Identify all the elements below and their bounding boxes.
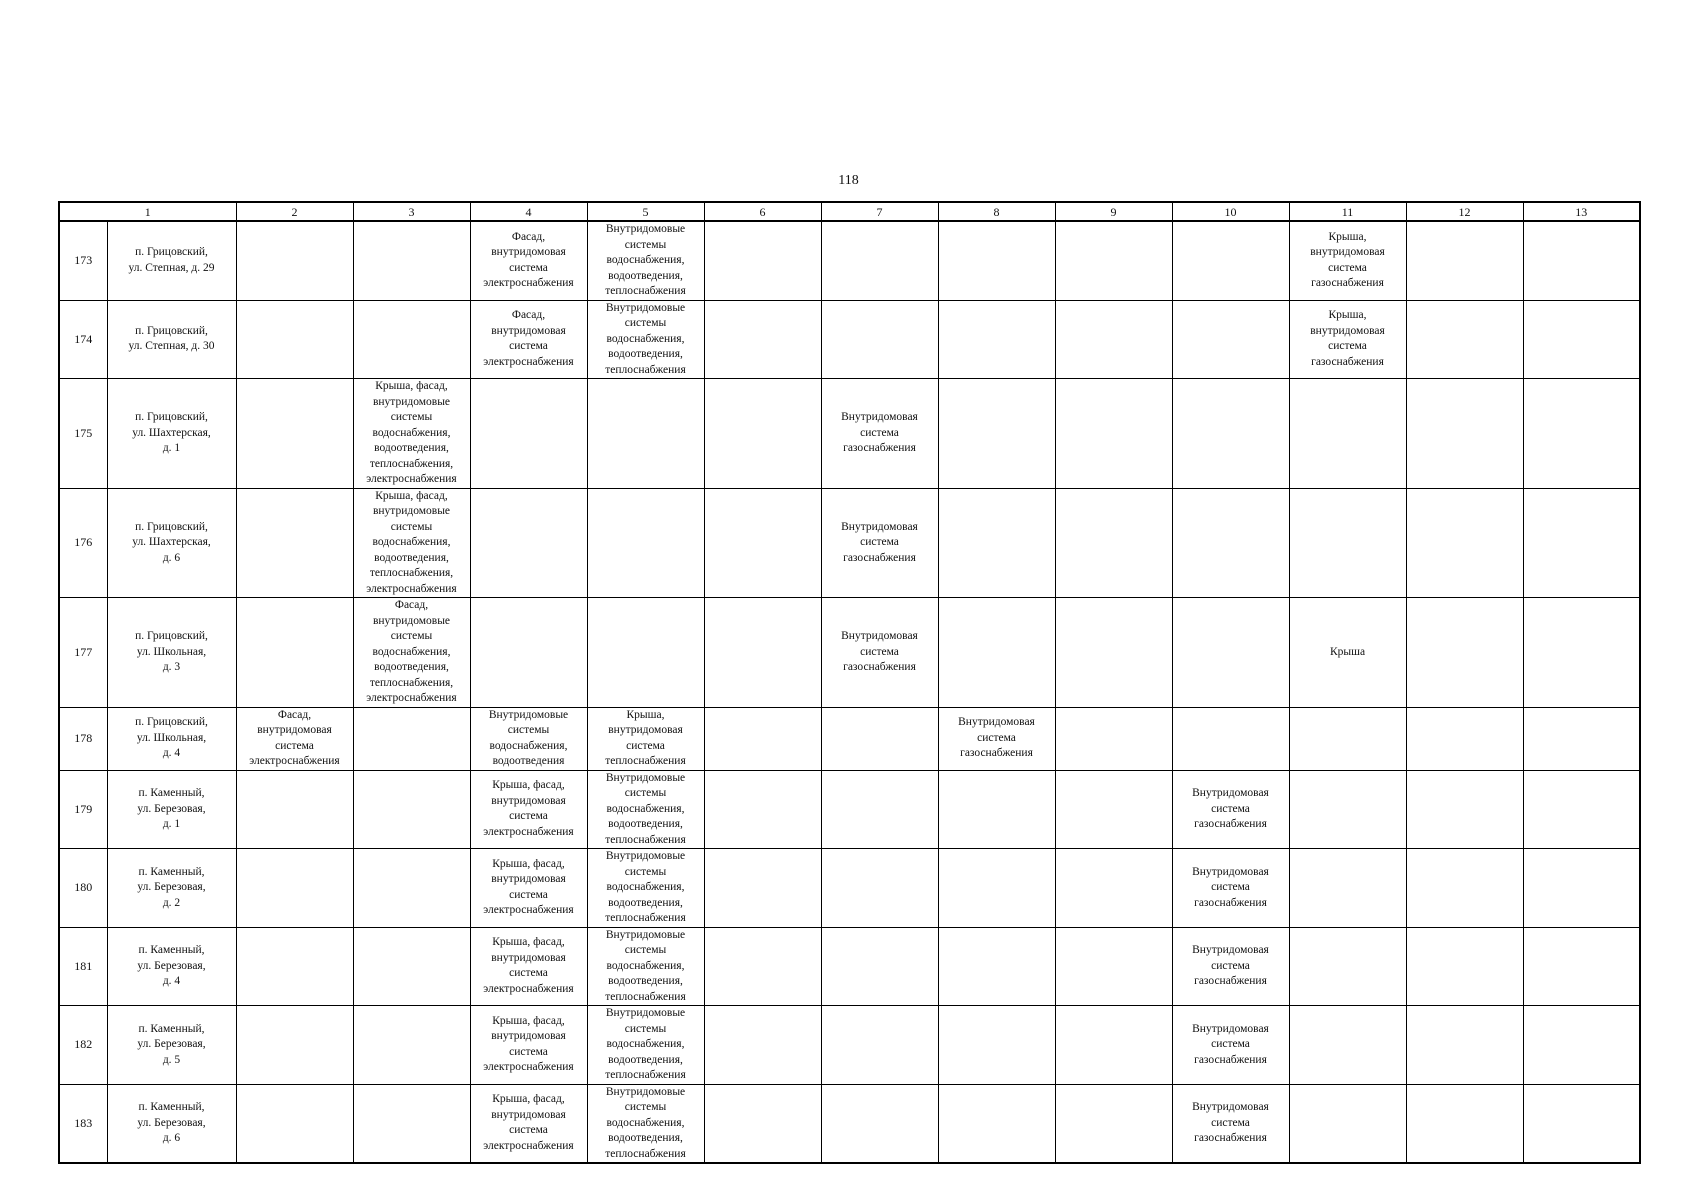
- work-cell-col-11: [1289, 488, 1406, 598]
- row-number: 180: [59, 849, 107, 928]
- work-text: Крыша, фасад, внутридомовые системы водоснабжения, водоотведения, теплоснабжения, электроснабжения: [366, 489, 457, 595]
- work-cell-col-6: [704, 221, 821, 300]
- work-cell-col-8: [938, 1084, 1055, 1163]
- work-cell-col-7: [821, 598, 938, 708]
- work-cell-col-12: [1406, 1084, 1523, 1163]
- work-cell-col-9: [1055, 300, 1172, 379]
- work-cell-col-11: [1289, 1006, 1406, 1085]
- row-number: 183: [59, 1084, 107, 1163]
- address-cell: [107, 598, 236, 708]
- work-cell-col-11: [1289, 379, 1406, 489]
- table-row: [59, 1006, 1640, 1085]
- work-cell-col-12: [1406, 379, 1523, 489]
- work-text: Внутридомовая система газоснабжения: [1192, 1022, 1269, 1066]
- work-cell-col-3: [353, 1084, 470, 1163]
- work-text: Внутридомовая система газоснабжения: [841, 630, 918, 673]
- address-cell: [107, 379, 236, 489]
- work-cell-col-10: [1172, 488, 1289, 598]
- table-row: [59, 598, 1640, 708]
- work-cell-col-12: [1406, 707, 1523, 770]
- address-cell: [107, 300, 236, 379]
- address-cell: [107, 927, 236, 1006]
- row-number: 177: [59, 598, 107, 708]
- work-cell-col-12: [1406, 770, 1523, 849]
- header-cell-3: 3: [353, 202, 470, 221]
- address-text: п. Каменный, ул. Березовая, д. 5: [137, 1022, 206, 1066]
- work-cell-col-2: [236, 770, 353, 849]
- work-cell-col-9: [1055, 1006, 1172, 1085]
- address-text: п. Каменный, ул. Березовая, д. 1: [137, 787, 206, 830]
- address-text: п. Каменный, ул. Березовая, д. 2: [137, 865, 206, 909]
- work-cell-col-5: [587, 1084, 704, 1163]
- work-cell-col-3: [353, 849, 470, 928]
- address-cell: [107, 488, 236, 598]
- work-cell-col-13: [1523, 707, 1640, 770]
- work-cell-col-6: [704, 598, 821, 708]
- work-cell-col-8: [938, 707, 1055, 770]
- work-cell-col-11: [1289, 1084, 1406, 1163]
- work-text: Внутридомовая система газоснабжения: [1192, 787, 1269, 830]
- work-cell-col-3: [353, 927, 470, 1006]
- header-row: [59, 202, 1640, 221]
- work-cell-col-7: [821, 221, 938, 300]
- table-row: [59, 849, 1640, 928]
- work-cell-col-11: [1289, 221, 1406, 300]
- work-cell-col-8: [938, 300, 1055, 379]
- header-cell-8: 8: [938, 202, 1055, 221]
- work-text: Внутридомовая система газоснабжения: [958, 716, 1035, 760]
- address-text: п. Грицовский, ул. Степная, д. 30: [128, 324, 215, 353]
- work-cell-col-11: [1289, 927, 1406, 1006]
- work-text: Крыша, фасад, внутридомовые системы водоснабжения, водоотведения, теплоснабжения, электроснабжения: [366, 380, 457, 485]
- work-cell-col-4: [470, 927, 587, 1006]
- work-cell-col-4: [470, 1084, 587, 1163]
- work-cell-col-3: [353, 221, 470, 300]
- work-cell-col-5: [587, 707, 704, 770]
- work-text: Внутридомовая система газоснабжения: [841, 520, 918, 564]
- work-text: Фасад, внутридомовые системы водоснабжения, водоотведения, теплоснабжения, электроснабжения: [366, 599, 457, 704]
- work-cell-col-5: [587, 300, 704, 379]
- work-cell-col-10: [1172, 927, 1289, 1006]
- row-number: 178: [59, 707, 107, 770]
- work-cell-col-2: [236, 1084, 353, 1163]
- work-cell-col-3: [353, 488, 470, 598]
- work-cell-col-9: [1055, 849, 1172, 928]
- work-text: Крыша, внутридомовая система газоснабжения: [1310, 230, 1385, 290]
- work-cell-col-10: [1172, 707, 1289, 770]
- work-cell-col-6: [704, 707, 821, 770]
- work-cell-col-4: [470, 707, 587, 770]
- work-cell-col-9: [1055, 707, 1172, 770]
- work-text: Фасад, внутридомовая система электроснабжения: [483, 230, 574, 290]
- work-text: Внутридомовые системы водоснабжения, водоотведения, теплоснабжения: [605, 1085, 686, 1160]
- work-cell-col-2: [236, 379, 353, 489]
- table-header: [59, 202, 1640, 221]
- work-text: Крыша, фасад, внутридомовая система электроснабжения: [483, 779, 574, 838]
- table-row: [59, 770, 1640, 849]
- work-cell-col-6: [704, 849, 821, 928]
- work-cell-col-4: [470, 770, 587, 849]
- work-text: Крыша, фасад, внутридомовая система электроснабжения: [483, 857, 574, 917]
- work-cell-col-7: [821, 707, 938, 770]
- address-cell: [107, 770, 236, 849]
- work-text: Внутридомовые системы водоснабжения, водоотведения, теплоснабжения: [605, 928, 686, 1003]
- work-cell-col-6: [704, 379, 821, 489]
- work-cell-col-5: [587, 849, 704, 928]
- work-cell-col-7: [821, 849, 938, 928]
- row-number: 182: [59, 1006, 107, 1085]
- header-cell-12: 12: [1406, 202, 1523, 221]
- header-cell-2: 2: [236, 202, 353, 221]
- work-text: Крыша, фасад, внутридомовая система электроснабжения: [483, 936, 574, 995]
- work-cell-col-5: [587, 598, 704, 708]
- work-text: Внутридомовые системы водоснабжения, водоотведения, теплоснабжения: [605, 301, 686, 376]
- work-cell-col-7: [821, 927, 938, 1006]
- work-cell-col-6: [704, 488, 821, 598]
- row-number: 181: [59, 927, 107, 1006]
- work-text: Внутридомовые системы водоснабжения, водоотведения, теплоснабжения: [605, 850, 686, 924]
- work-text: Фасад, внутридомовая система электроснабжения: [483, 309, 574, 368]
- address-text: п. Грицовский, ул. Шахтерская, д. 6: [132, 520, 211, 564]
- work-cell-col-10: [1172, 849, 1289, 928]
- address-cell: [107, 707, 236, 770]
- header-cell-7: 7: [821, 202, 938, 221]
- table-row: [59, 488, 1640, 598]
- header-cell-4: 4: [470, 202, 587, 221]
- work-cell-col-13: [1523, 927, 1640, 1006]
- work-cell-col-5: [587, 1006, 704, 1085]
- work-text: Фасад, внутридомовая система электроснабжения: [249, 708, 340, 767]
- header-cell-6: 6: [704, 202, 821, 221]
- work-text: Крыша, внутридомовая система газоснабжения: [1310, 309, 1385, 368]
- work-cell-col-7: [821, 379, 938, 489]
- address-text: п. Каменный, ул. Березовая, д. 4: [137, 944, 206, 987]
- work-cell-col-11: [1289, 770, 1406, 849]
- table-row: [59, 221, 1640, 300]
- address-cell: [107, 1084, 236, 1163]
- work-cell-col-9: [1055, 488, 1172, 598]
- work-cell-col-3: [353, 300, 470, 379]
- work-cell-col-8: [938, 1006, 1055, 1085]
- work-cell-col-8: [938, 927, 1055, 1006]
- work-cell-col-3: [353, 379, 470, 489]
- work-cell-col-6: [704, 770, 821, 849]
- work-cell-col-2: [236, 1006, 353, 1085]
- work-cell-col-6: [704, 927, 821, 1006]
- address-text: п. Грицовский, ул. Школьная, д. 4: [135, 716, 208, 760]
- work-cell-col-13: [1523, 221, 1640, 300]
- work-cell-col-2: [236, 927, 353, 1006]
- work-cell-col-13: [1523, 770, 1640, 849]
- work-text: Крыша, фасад, внутридомовая система электроснабжения: [483, 1014, 574, 1074]
- work-cell-col-11: [1289, 849, 1406, 928]
- work-cell-col-12: [1406, 300, 1523, 379]
- page-number: 118: [838, 173, 859, 188]
- row-number: 174: [59, 300, 107, 379]
- work-cell-col-7: [821, 488, 938, 598]
- work-text: Крыша: [1329, 645, 1366, 658]
- work-cell-col-8: [938, 770, 1055, 849]
- work-text: Крыша, внутридомовая система теплоснабжения: [605, 708, 686, 767]
- work-cell-col-13: [1523, 488, 1640, 598]
- work-cell-col-12: [1406, 927, 1523, 1006]
- work-cell-col-9: [1055, 598, 1172, 708]
- work-cell-col-13: [1523, 300, 1640, 379]
- work-cell-col-2: [236, 707, 353, 770]
- table-body: [59, 221, 1640, 1163]
- address-cell: [107, 221, 236, 300]
- work-cell-col-4: [470, 1006, 587, 1085]
- work-cell-col-13: [1523, 849, 1640, 928]
- work-cell-col-10: [1172, 770, 1289, 849]
- work-cell-col-2: [236, 221, 353, 300]
- work-cell-col-5: [587, 927, 704, 1006]
- header-cell-11: 11: [1289, 202, 1406, 221]
- works-table: [58, 201, 1641, 1164]
- work-cell-col-4: [470, 300, 587, 379]
- row-number: 175: [59, 379, 107, 489]
- work-cell-col-8: [938, 488, 1055, 598]
- address-text: п. Грицовский, ул. Школьная, д. 3: [135, 630, 208, 673]
- work-cell-col-2: [236, 849, 353, 928]
- table-row: [59, 707, 1640, 770]
- work-text: Внутридомовая система газоснабжения: [1192, 1101, 1269, 1144]
- work-cell-col-11: [1289, 300, 1406, 379]
- work-cell-col-13: [1523, 598, 1640, 708]
- work-cell-col-4: [470, 849, 587, 928]
- work-cell-col-6: [704, 300, 821, 379]
- table-row: [59, 1084, 1640, 1163]
- work-cell-col-7: [821, 1084, 938, 1163]
- work-text: Внутридомовая система газоснабжения: [1192, 944, 1269, 987]
- work-text: Внутридомовые системы водоснабжения, водоотведения, теплоснабжения: [605, 223, 686, 297]
- work-cell-col-5: [587, 770, 704, 849]
- address-text: п. Грицовский, ул. Шахтерская, д. 1: [132, 411, 211, 454]
- work-cell-col-13: [1523, 1084, 1640, 1163]
- address-text: п. Каменный, ул. Березовая, д. 6: [137, 1101, 206, 1144]
- work-cell-col-11: [1289, 598, 1406, 708]
- work-cell-col-10: [1172, 221, 1289, 300]
- table-row: [59, 927, 1640, 1006]
- work-cell-col-10: [1172, 1084, 1289, 1163]
- work-cell-col-9: [1055, 927, 1172, 1006]
- work-cell-col-2: [236, 598, 353, 708]
- work-cell-col-3: [353, 770, 470, 849]
- work-cell-col-4: [470, 488, 587, 598]
- row-number: 176: [59, 488, 107, 598]
- work-cell-col-5: [587, 221, 704, 300]
- work-cell-col-9: [1055, 1084, 1172, 1163]
- work-cell-col-7: [821, 300, 938, 379]
- work-cell-col-4: [470, 379, 587, 489]
- work-cell-col-9: [1055, 379, 1172, 489]
- work-text: Крыша, фасад, внутридомовая система электроснабжения: [483, 1093, 574, 1152]
- work-cell-col-12: [1406, 221, 1523, 300]
- header-cell-13: 13: [1523, 202, 1640, 221]
- work-cell-col-4: [470, 221, 587, 300]
- header-cell-1: 1: [59, 202, 236, 221]
- table-row: [59, 379, 1640, 489]
- row-number: 173: [59, 221, 107, 300]
- work-cell-col-12: [1406, 849, 1523, 928]
- work-cell-col-12: [1406, 598, 1523, 708]
- table-row: [59, 300, 1640, 379]
- work-cell-col-8: [938, 849, 1055, 928]
- work-cell-col-3: [353, 707, 470, 770]
- work-cell-col-2: [236, 488, 353, 598]
- address-cell: [107, 1006, 236, 1085]
- work-cell-col-10: [1172, 1006, 1289, 1085]
- address-cell: [107, 849, 236, 928]
- header-cell-10: 10: [1172, 202, 1289, 221]
- work-cell-col-3: [353, 598, 470, 708]
- work-cell-col-11: [1289, 707, 1406, 770]
- work-text: Внутридомовая система газоснабжения: [841, 411, 918, 454]
- work-cell-col-8: [938, 379, 1055, 489]
- work-cell-col-7: [821, 1006, 938, 1085]
- work-cell-col-13: [1523, 1006, 1640, 1085]
- work-cell-col-13: [1523, 379, 1640, 489]
- header-cell-5: 5: [587, 202, 704, 221]
- work-text: Внутридомовые системы водоснабжения, водоотведения: [488, 708, 569, 767]
- work-cell-col-5: [587, 379, 704, 489]
- work-cell-col-9: [1055, 221, 1172, 300]
- row-number: 179: [59, 770, 107, 849]
- work-cell-col-10: [1172, 300, 1289, 379]
- work-cell-col-6: [704, 1084, 821, 1163]
- work-cell-col-5: [587, 488, 704, 598]
- work-cell-col-12: [1406, 488, 1523, 598]
- work-cell-col-6: [704, 1006, 821, 1085]
- work-cell-col-4: [470, 598, 587, 708]
- work-cell-col-2: [236, 300, 353, 379]
- work-cell-col-3: [353, 1006, 470, 1085]
- address-text: п. Грицовский, ул. Степная, д. 29: [128, 246, 215, 274]
- header-cell-9: 9: [1055, 202, 1172, 221]
- work-cell-col-10: [1172, 379, 1289, 489]
- work-cell-col-8: [938, 221, 1055, 300]
- work-cell-col-10: [1172, 598, 1289, 708]
- work-text: Внутридомовая система газоснабжения: [1192, 865, 1269, 909]
- work-cell-col-12: [1406, 1006, 1523, 1085]
- work-cell-col-9: [1055, 770, 1172, 849]
- work-cell-col-7: [821, 770, 938, 849]
- work-cell-col-8: [938, 598, 1055, 708]
- work-text: Внутридомовые системы водоснабжения, водоотведения, теплоснабжения: [605, 771, 686, 846]
- work-text: Внутридомовые системы водоснабжения, водоотведения, теплоснабжения: [605, 1007, 686, 1081]
